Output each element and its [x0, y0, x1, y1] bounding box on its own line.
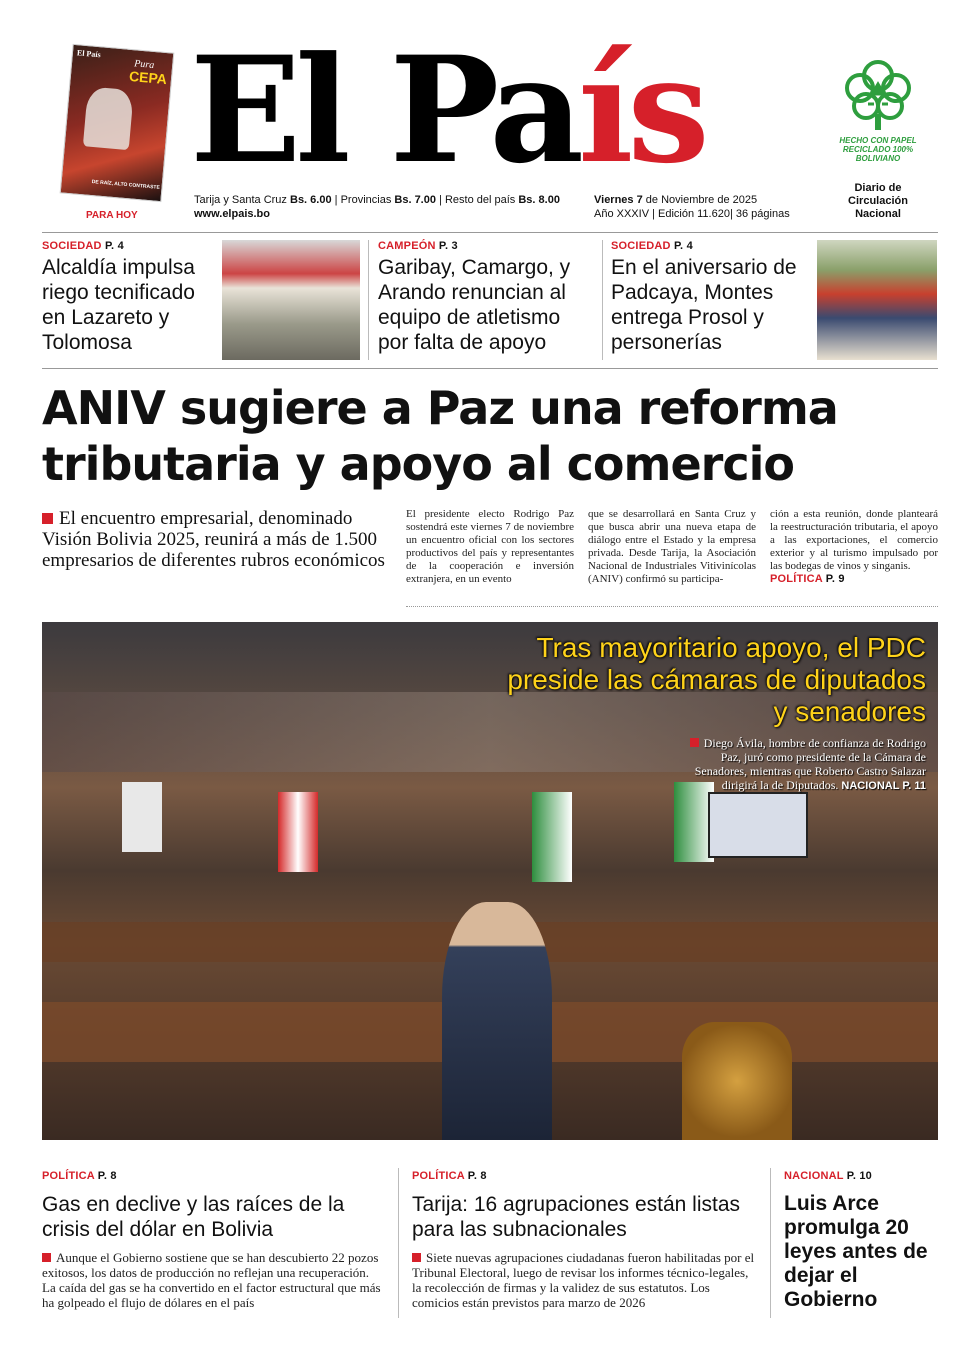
recycle-badge — [830, 54, 926, 174]
masthead-title-accent: ís — [578, 25, 704, 196]
lead-headline-line-2: tributaria y apoyo al comercio — [42, 437, 794, 491]
lead-deck — [42, 508, 388, 571]
lead-ref-page: P. 9 — [825, 573, 845, 585]
date-day: Viernes 7 — [594, 194, 643, 206]
teaser-1-section: SOCIEDAD — [42, 240, 102, 252]
cover-bottom: DE RAÍZ, ALTO CONTRASTE — [91, 179, 161, 191]
caption-bullet — [690, 738, 699, 747]
photo-flag-1 — [122, 782, 162, 852]
teaser-1[interactable] — [42, 240, 362, 362]
teaser-2[interactable] — [378, 240, 592, 362]
price-city-label: Tarija y Santa Cruz — [194, 194, 287, 206]
photo-screen — [708, 792, 808, 858]
bottom-story-2[interactable] — [412, 1170, 756, 1310]
lead-ref[interactable] — [770, 573, 938, 586]
price-rest: Bs. 8.00 — [518, 194, 560, 206]
cover-figure — [83, 86, 134, 150]
masthead-title-main: El Pa — [190, 25, 579, 196]
bottom-2-section: POLÍTICA — [412, 1170, 465, 1182]
recycled-text: HECHO CON PAPEL RECICLADO 100% BOLIVIANO — [839, 136, 917, 163]
cover-title: CEPA — [128, 67, 168, 88]
website-link[interactable]: www.elpais.bo — [194, 208, 270, 220]
teaser-3[interactable] — [611, 240, 938, 362]
teaser-3-headline: En el aniversario de Padcaya, Montes entrega Prosol y personerías — [611, 256, 797, 354]
teaser-2-section: CAMPEÓN — [378, 240, 436, 252]
rule-top — [42, 232, 938, 233]
bottom-3-section: NACIONAL — [784, 1170, 844, 1182]
bottom-story-3[interactable] — [784, 1170, 940, 1312]
caption-text: Diego Ávila, hombre de confianza de Rodrigo Paz, juró como presidente de la Cámara de Senadores, mientras que Roberto Castro Salazar dirigirá la de Diputados. — [694, 736, 926, 792]
edition-line: Año XXXIV | Edición 11.620| 36 páginas — [594, 208, 790, 220]
price-prov: Bs. 7.00 — [394, 194, 436, 206]
teaser-2-headline: Garibay, Camargo, y Arando renuncian al equipo de atletismo por falta de apoyo — [378, 256, 571, 354]
cover-brand: El País — [76, 48, 102, 60]
teaser-3-photo — [817, 240, 937, 360]
photo-headline[interactable]: Tras mayoritario apoyo, el PDC preside las cámaras de diputados y senadores — [507, 632, 926, 727]
bottom-1-headline: Gas en declive y las raíces de la crisis del dólar en Bolivia — [42, 1193, 345, 1241]
caption-ref-page: P. 11 — [902, 780, 926, 792]
cover-script: Pura — [133, 58, 155, 71]
circulation-text: Diario de Circulación Nacional — [848, 182, 908, 220]
lead-col-3-text: ción a esta reunión, donde planteará la reestructuración tributaria, el apoyo a las exportaciones, el comercio exterior y al turismo impulsado por las bodegas de vinos y singanis. — [770, 508, 938, 572]
teaser-2-page: P. 3 — [438, 240, 458, 252]
photo-ornament — [682, 1022, 792, 1140]
bottom-3-kicker — [784, 1170, 940, 1182]
bottom-2-page: P. 8 — [467, 1170, 487, 1182]
lead-col-1: El presidente electo Rodrigo Paz sostendrá este viernes 7 de noviembre un encuentro oficial con los sectores productivos del país y representantes de la cooperación e inversión extranjera, en un evento — [406, 508, 574, 585]
bottom-1-body-text: Aunque el Gobierno sostiene que se han descubierto 22 pozos exitosos, los datos de producción no reflejan una recuperación. La caída del gas se ha convertido en el factor estructural que más ha golpeado el flujo de dólares en el país — [42, 1250, 381, 1310]
bottom-divider-2 — [770, 1168, 771, 1318]
date-line — [594, 194, 757, 206]
teaser-3-section: SOCIEDAD — [611, 240, 671, 252]
lead-col-3 — [770, 508, 938, 586]
bottom-story-1[interactable] — [42, 1170, 386, 1310]
photo-speaker — [442, 902, 552, 1140]
bottom-2-kicker — [412, 1170, 756, 1182]
teaser-3-page: P. 4 — [673, 240, 693, 252]
bottom-divider-1 — [398, 1168, 399, 1318]
masthead-title[interactable] — [190, 26, 704, 196]
recycle-tree-icon — [838, 54, 918, 134]
lead-headline-line-1: ANIV sugiere a Paz una reforma — [42, 381, 838, 435]
bottom-1-page: P. 8 — [97, 1170, 117, 1182]
photo-flag-2 — [278, 792, 318, 872]
price-city: Bs. 6.00 — [290, 194, 332, 206]
caption-ref[interactable] — [841, 780, 926, 792]
lead-col-2: que se desarrollará en Santa Cruz y que busca abrir una nueva etapa de diálogo entre el Estado y la empresa privada. Desde Tarija, la Asociación Nacional de Industriales Vitivinícolas (ANIV) confirmó su participa- — [588, 508, 756, 585]
bottom-2-bullet — [412, 1253, 421, 1262]
teaser-divider-2 — [602, 240, 603, 360]
deck-text: El encuentro empresarial, denominado Visión Bolivia 2025, reunirá a más de 1.500 empresarios de diferentes rubros económicos — [42, 508, 385, 571]
bottom-1-section: POLÍTICA — [42, 1170, 95, 1182]
deck-bullet — [42, 513, 53, 524]
photo-flag-3 — [532, 792, 572, 882]
bottom-2-body — [412, 1250, 756, 1310]
bottom-2-body-text: Siete nuevas agrupaciones ciudadanas fueron habilitadas por el Tribunal Electoral, luego de revisar los informes técnico-legales, la recolección de firmas y la validez de sus estatutos. Los comicios están previstos para marzo de 2026 — [412, 1250, 755, 1310]
caption-ref-section: NACIONAL — [841, 780, 900, 792]
bottom-1-body — [42, 1250, 386, 1310]
bottom-3-page: P. 10 — [846, 1170, 872, 1182]
teaser-2-kicker — [378, 240, 592, 252]
cover-thumbnail[interactable] — [66, 48, 168, 221]
teaser-divider-1 — [368, 240, 369, 360]
photo-caption — [670, 736, 926, 793]
price-line: Tarija y Santa Cruz Bs. 6.00 | Provincias Bs. 7.00 | Resto del país Bs. 8.00 — [194, 194, 560, 206]
bottom-2-headline: Tarija: 16 agrupaciones están listas para las subnacionales — [412, 1193, 741, 1241]
teaser-1-headline: Alcaldía impulsa riego tecnificado en Lazareto y Tolomosa — [42, 256, 195, 354]
cover-thumbnail-image — [60, 44, 175, 202]
teaser-1-page: P. 4 — [104, 240, 124, 252]
bottom-3-headline: Luis Arce promulga 20 leyes antes de dejar el Gobierno — [784, 1192, 928, 1311]
bottom-1-kicker — [42, 1170, 386, 1182]
rule-lead — [406, 606, 938, 608]
price-rest-label: Resto del país — [444, 194, 516, 206]
teaser-1-photo — [222, 240, 360, 360]
date-rest: de Noviembre de 2025 — [642, 194, 758, 206]
lead-headline[interactable] — [42, 380, 942, 492]
price-prov-label: Provincias — [340, 194, 392, 206]
bottom-1-bullet — [42, 1253, 51, 1262]
rule-mid — [42, 368, 938, 369]
cover-caption: PARA HOY — [86, 210, 138, 221]
lead-ref-section: POLÍTICA — [770, 573, 823, 585]
